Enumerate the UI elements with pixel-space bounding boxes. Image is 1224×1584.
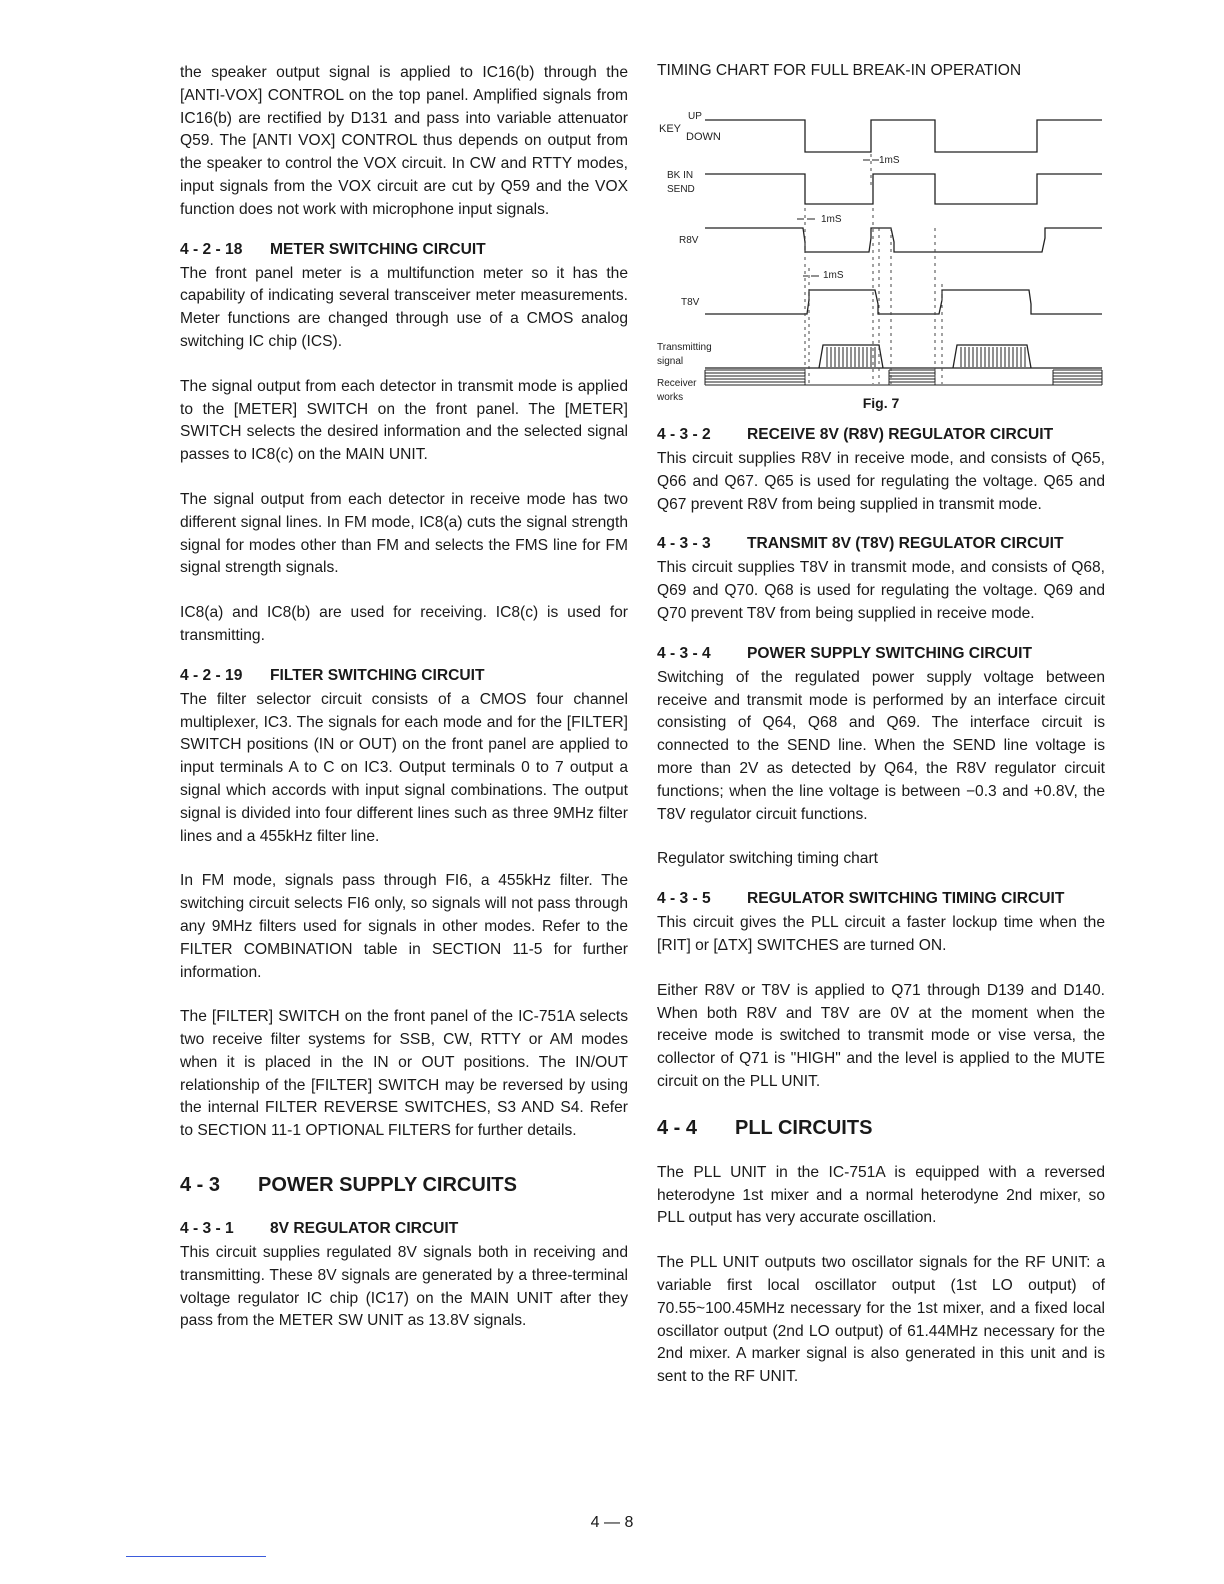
footer-rule	[126, 1556, 266, 1557]
meter-paragraph-4: IC8(a) and IC8(b) are used for receiving. IC8(c) is used for transmitting.	[180, 604, 628, 644]
works-label: works	[657, 392, 684, 403]
delay-label-2: 1mS	[821, 214, 842, 225]
key-waveform	[705, 120, 1102, 152]
heading-4-3-3: 4 - 3 - 3 TRANSMIT 8V (T8V) REGULATOR CIRCUIT	[657, 535, 1064, 553]
filter-paragraph-2: In FM mode, signals pass through FI6, a 455kHz filter. The switching circuit selects FI6 only, so signals will not pass through any 9MHz filters used for signals in other modes. Refer to the FILTER COMBINATION table in SECTION 11-5 for further information.	[180, 872, 628, 981]
delay-label-3: 1mS	[823, 270, 844, 281]
regulator-timing-paragraph-1: This circuit gives the PLL circuit a faster lockup time when the [RIT] or [ΔTX] SWITCHES are turned ON.	[657, 914, 1105, 954]
regulator-chart-caption: Regulator switching timing chart	[657, 850, 879, 868]
heading-4-4: 4 - 4 PLL CIRCUITS	[657, 1116, 873, 1139]
figure-label: Fig. 7	[862, 395, 900, 411]
filter-paragraph-1: The filter selector circuit consists of a CMOS four channel multiplexer, IC3. The signals for each mode and for the [FILTER] SWITCH positions (IN or OUT) on the front panel are applied to input terminals A to C on IC3. Output terminals 0 to 7 output a signal which accords with input signal combinations. The output signal is divided into four different lines such as three 9MHz filter lines and a 455kHz filter line.	[180, 690, 628, 845]
delay-label-1: 1mS	[879, 155, 900, 166]
send-waveform	[705, 174, 1102, 204]
heading-4-2-19: 4 - 2 - 19 FILTER SWITCHING CIRCUIT	[180, 666, 485, 684]
bkin-label: BK IN	[667, 170, 694, 181]
down-label: DOWN	[686, 131, 721, 143]
heading-4-3: 4 - 3 POWER SUPPLY CIRCUITS	[180, 1174, 517, 1197]
8v-regulator-paragraph: This circuit supplies regulated 8V signals both in receiving and transmitting. These 8V signals are generated by a three-terminal voltage regulator IC chip (IC17) on the MAIN UNIT after they pass from the METER SW UNIT as 13.8V signals.	[180, 1244, 628, 1330]
meter-paragraph-3: The signal output from each detector in receive mode has two different signal lines. In FM mode, IC8(a) cuts the signal strength signal for modes other than FM and selects the FMS line for FM signal strength signals.	[180, 490, 628, 577]
send-label: SEND	[667, 184, 695, 195]
intro-paragraph: the speaker output signal is applied to IC16(b) through the [ANTI-VOX] CONTROL on the top panel. Amplified signals from IC16(b) are rectified by D131 and pass into variable attenuator Q59. The [ANTI VOX] CONTROL thus depends on output from the speaker to control the VOX circuit. In CW and RTTY modes, input signals from the VOX circuit are cut by Q59 and the VOX function does not work with microphone input signals.	[180, 64, 628, 218]
key-label: KEY	[659, 123, 682, 135]
transmitting-label: Transmitting	[657, 342, 712, 353]
heading-4-2-18: 4 - 2 - 18 METER SWITCHING CIRCUIT	[180, 240, 486, 258]
r8v-waveform	[705, 228, 1102, 252]
signal-label: signal	[657, 356, 684, 367]
timing-chart-title: TIMING CHART FOR FULL BREAK-IN OPERATION	[657, 62, 1022, 79]
r8v-label: R8V	[679, 235, 699, 246]
heading-4-3-4: 4 - 3 - 4 POWER SUPPLY SWITCHING CIRCUIT	[657, 644, 1033, 662]
heading-4-3-1: 4 - 3 - 1 8V REGULATOR CIRCUIT	[180, 1220, 459, 1238]
up-label: UP	[688, 111, 702, 122]
r8v-paragraph: This circuit supplies R8V in receive mode, and consists of Q65, Q66 and Q67. Q65 is used for regulating the voltage. Q65 and Q67 prevent R8V from being supplied in transmit mode.	[657, 450, 1105, 513]
t8v-label: T8V	[681, 297, 700, 308]
filter-paragraph-3: The [FILTER] SWITCH on the front panel of the IC-751A selects two receive filter systems for SSB, CW, RTTY or AM modes when it is placed in the IN or OUT positions. The IN/OUT relationship of the [FILTER] SWITCH may be reversed by using the internal FILTER REVERSE SWITCHES, S3 AND S4. Refer to SECTION 11-1 OPTIONAL FILTERS for further details.	[180, 1008, 628, 1140]
receiver-label: Receiver	[657, 378, 697, 389]
right-column	[657, 62, 1105, 1389]
receiver-works-bars	[705, 358, 1102, 386]
meter-paragraph-1: The front panel meter is a multifunction meter so it has the capability of indicating several transceiver meter measurements. Meter functions are changed through use of a CMOS analog switching IC chip (ICS).	[180, 264, 628, 350]
page-number: 4 — 8	[590, 1514, 634, 1531]
left-column	[180, 62, 628, 1333]
heading-4-3-5: 4 - 3 - 5 REGULATOR SWITCHING TIMING CIRCUIT	[657, 890, 1065, 908]
meter-paragraph-2: The signal output from each detector in transmit mode is applied to the [METER] SWITCH on the front panel. The [METER] SWITCH selects the desired information and the selected signal passes to IC8(c) on the MAIN UNIT.	[180, 377, 628, 464]
power-switching-paragraph: Switching of the regulated power supply voltage between receive and transmit mode is performed by an interface circuit consisting of Q64, Q68 and Q69. The interface circuit is connected to the SEND line. When the SEND line voltage is more than 2V as detected by Q64, the R8V regulator circuit functions; when the line voltage is between −0.3 and +0.8V, the T8V regulator circuit functions.	[657, 668, 1105, 823]
heading-4-3-2: 4 - 3 - 2 RECEIVE 8V (R8V) REGULATOR CIRCUIT	[657, 426, 1054, 443]
regulator-timing-paragraph-2: Either R8V or T8V is applied to Q71 through D139 and D140. When both R8V and T8V are 0V at the moment when the receive mode is switched to transmit mode or vise versa, the collector of Q71 is "HIGH" and the level is applied to the MUTE circuit on the PLL UNIT.	[657, 981, 1105, 1090]
pll-paragraph-2: The PLL UNIT outputs two oscillator signals for the RF UNIT: a variable first local oscillator output (1st LO output) of 70.55~100.45MHz necessary for the 1st mixer, and a fixed local oscillator output (2nd LO output) of 61.44MHz necessary for the 2nd mixer. A marker signal is also generated in this unit and is sent to the RF UNIT.	[657, 1254, 1105, 1386]
transmitting-hatch	[827, 347, 1025, 367]
t8v-waveform	[705, 290, 1102, 314]
pll-paragraph-1: The PLL UNIT in the IC-751A is equipped with a reversed heterodyne 1st mixer and a normal heterodyne 2nd mixer, so PLL output has very accurate oscillation.	[657, 1163, 1105, 1227]
t8v-paragraph: This circuit supplies T8V in transmit mode, and consists of Q68, Q69 and Q70. Q68 is used for regulating the voltage. Q69 and Q70 prevent T8V from being supplied in receive mode.	[657, 559, 1105, 622]
